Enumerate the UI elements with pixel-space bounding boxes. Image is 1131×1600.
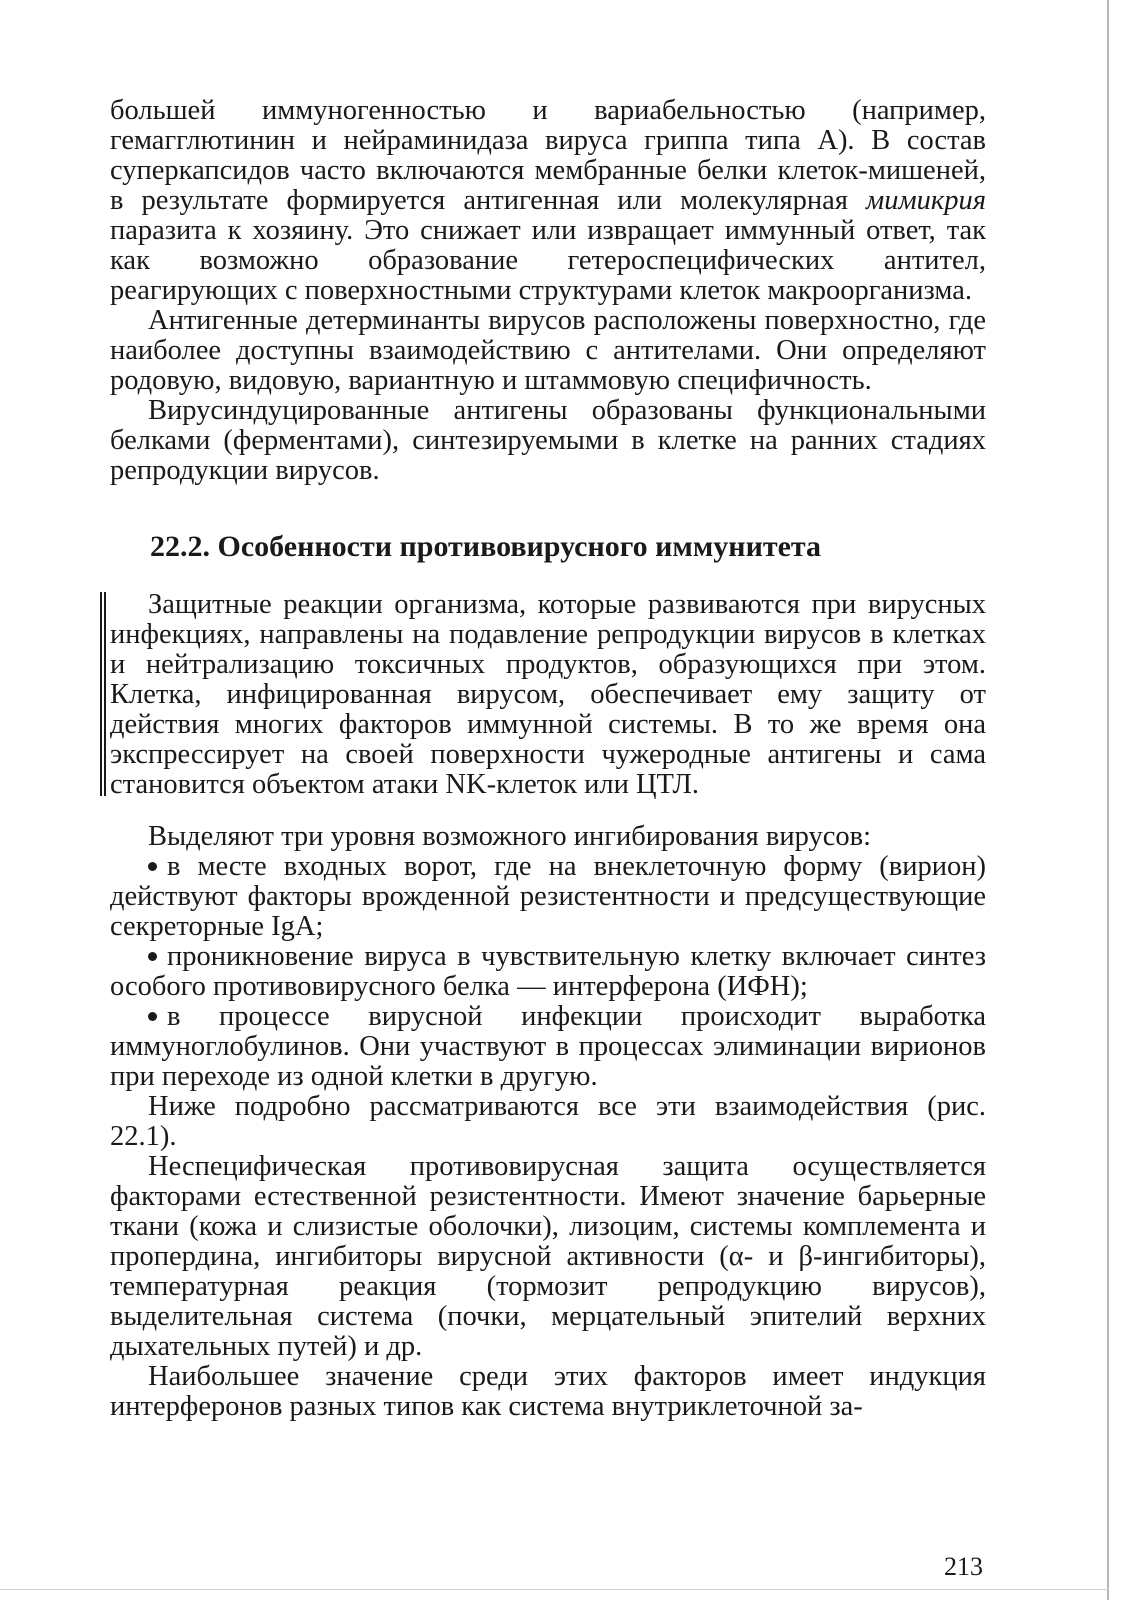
paragraph-figure-reference: Ниже подробно рассматриваются все эти взаимодействия (рис. 22.1). bbox=[110, 1091, 986, 1152]
page-edge-line bbox=[1107, 0, 1109, 1600]
paragraph-nonspecific-defense: Неспецифическая противовирусная защита осуществляется факторами естественной резистентности. Имеют значение барьерные ткани (кожа и слизистые оболочки), лизоцим, системы комплемента и пропердина, ингибиторы вирусной активности (α- и β-ингибиторы), температурная реакция (тормозит репродукцию вирусов), выделительная система (почки, мерцательный эпителий верхних дыхательных путей) и др. bbox=[110, 1151, 986, 1362]
paragraph-text: паразита к хозяину. Это снижает или извращает иммунный ответ, так как возможно образование гетероспецифических антител, реагирующих с поверхностными структурами клеток макроорганизма. bbox=[110, 215, 986, 306]
bullet-icon bbox=[148, 952, 157, 961]
bullet-icon bbox=[148, 862, 157, 871]
emphasis-mimicry: мимикрия bbox=[866, 185, 986, 216]
page-body bbox=[110, 96, 986, 1422]
margin-mark bbox=[100, 592, 106, 796]
paragraph-antigenic-determinants: Антигенные детерминанты вирусов расположены поверхностно, где наиболее доступны взаимодействию с антителами. Они определяют родовую, видовую, вариантную и штаммовую специфичность. bbox=[110, 305, 986, 396]
list-item-text: в месте входных ворот, где на внеклеточную форму (вирион) действуют факторы врожденной резистентности и предсуществующие секреторные IgA; bbox=[110, 851, 986, 942]
paragraph-virus-induced-antigens: Вирусиндуцированные антигены образованы функциональными белками (ферментами), синтезируемыми в клетке на ранних стадиях репродукции вирусов. bbox=[110, 395, 986, 486]
section-heading: 22.2. Особенности противовирусного иммунитета bbox=[150, 530, 822, 563]
page-number: 213 bbox=[944, 1552, 983, 1581]
paragraph-text: большей иммуногенностью и вариабельностью (например, гемагглютинин и нейраминидаза вируса гриппа типа А). В состав суперкапсидов часто включаются мембранные белки клеток-мишеней, в результате формируется антигенная или молекулярная bbox=[110, 95, 986, 216]
paragraph-mimicry bbox=[110, 96, 986, 306]
paragraph-levels-intro: Выделяют три уровня возможного ингибирования вирусов: bbox=[148, 821, 872, 852]
list-item-text: в процессе вирусной инфекции происходит выработка иммуноглобулинов. Они участвуют в процессах элиминации вирионов при переходе из одной клетки в другую. bbox=[110, 1001, 986, 1092]
paragraph-interferons: Наибольшее значение среди этих факторов имеет индукция интерферонов разных типов как система внутриклеточной за- bbox=[110, 1361, 986, 1422]
list-item bbox=[110, 852, 986, 942]
page-bottom-edge bbox=[0, 1589, 1109, 1590]
bullet-icon bbox=[148, 1012, 157, 1021]
marked-block bbox=[110, 590, 986, 800]
list-item bbox=[110, 942, 986, 1002]
list-item-text: проникновение вируса в чувствительную клетку включает синтез особого противовирусного белка — интерферона (ИФН); bbox=[110, 941, 986, 1002]
list-item bbox=[110, 1002, 986, 1092]
paragraph-protective-reactions: Защитные реакции организма, которые развиваются при вирусных инфекциях, направлены на подавление репродукции вирусов в клетках и нейтрализацию токсичных продуктов, образующихся при этом. Клетка, инфицированная вирусом, обеспечивает ему защиту от действия многих факторов иммунной системы. В то же время она экспрессирует на своей поверхности чужеродные антигены и сама становится объектом атаки NK-клеток или ЦТЛ. bbox=[110, 589, 986, 800]
